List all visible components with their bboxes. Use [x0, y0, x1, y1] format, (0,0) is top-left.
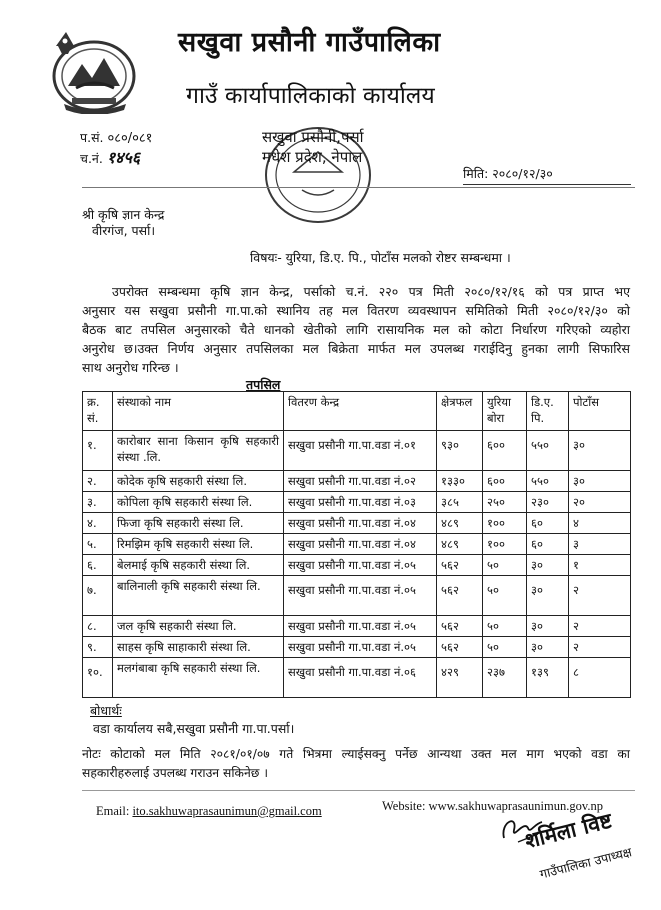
- cell-dap: ३०: [527, 555, 569, 576]
- recipient-line-2: वीरगंज, पर्सा।: [92, 223, 156, 238]
- cell-org: जल कृषि सहकारी संस्था लि.: [113, 616, 284, 637]
- letterhead-title: सखुवा प्रसौनी गाउँपालिका: [178, 27, 441, 58]
- cell-area: ४२९: [437, 658, 483, 698]
- table-header-row: [83, 392, 631, 431]
- cell-area: ५६२: [437, 555, 483, 576]
- body-line-5: साथ अनुरोध गरिन्छ ।: [82, 360, 179, 375]
- footer-divider: [82, 790, 635, 791]
- cell-sn: ८.: [83, 616, 113, 637]
- cc-label: बोधार्थः: [90, 703, 122, 718]
- cell-dap: ३०: [527, 616, 569, 637]
- table-row: [83, 471, 631, 492]
- cell-potash: २: [569, 637, 631, 658]
- cell-urea: ५०: [483, 555, 527, 576]
- cell-potash: ३०: [569, 431, 631, 471]
- subject-line: विषयः- युरिया, डि.ए. पि., पोटाँस मलको रोष्टर सम्बन्धमा ।: [250, 250, 511, 265]
- reference-cn: [80, 146, 140, 168]
- cell-potash: १: [569, 555, 631, 576]
- cell-sn: १.: [83, 431, 113, 471]
- cell-potash: २०: [569, 492, 631, 513]
- body-line-2: अनुसार यस सखुवा प्रसौनी गा.पा.को स्थानिय तह मल वितरण व्यवस्थापन समितिको मिती २०८०/१२/३० को: [82, 303, 630, 318]
- cell-center: सखुवा प्रसौनी गा.पा.वडा नं.०४: [284, 513, 437, 534]
- cell-center: सखुवा प्रसौनी गा.पा.वडा नं.०५: [284, 616, 437, 637]
- cell-area: ३८५: [437, 492, 483, 513]
- cn-value: १४५६: [106, 148, 141, 167]
- reference-ps: [80, 128, 152, 146]
- cell-urea: १००: [483, 513, 527, 534]
- cell-sn: ९.: [83, 637, 113, 658]
- cell-area: १३३०: [437, 471, 483, 492]
- cell-urea: २५०: [483, 492, 527, 513]
- address-line-1: सखुवा प्रसौनी,पर्सा: [262, 128, 364, 146]
- header-urea: युरिया बोरा: [483, 392, 527, 431]
- cell-org: साहस कृषि साहाकारी संस्था लि.: [113, 637, 284, 658]
- cell-sn: ३.: [83, 492, 113, 513]
- cell-urea: २३७: [483, 658, 527, 698]
- cell-org: फिजा कृषि सहकारी संस्था लि.: [113, 513, 284, 534]
- cell-org: मलगंबाबा कृषि सहकारी संस्था लि.: [113, 658, 284, 698]
- signer-title: गाउँपालिका उपाध्यक्ष: [538, 844, 634, 882]
- recipient-line-1: श्री कृषि ज्ञान केन्द्र: [82, 207, 165, 222]
- cell-sn: २.: [83, 471, 113, 492]
- ps-label: प.सं.: [80, 130, 104, 145]
- header-org: संस्थाको नाम: [113, 392, 284, 431]
- cell-area: ९३०: [437, 431, 483, 471]
- email-link[interactable]: ito.sakhuwaprasaunimun@gmail.com: [132, 804, 322, 818]
- ps-value: ०८०/०८१: [107, 131, 153, 146]
- signer-name: शर्मिला विष्ट: [522, 808, 615, 854]
- cell-urea: १००: [483, 534, 527, 555]
- cell-org: बेलमाई कृषि सहकारी संस्था लि.: [113, 555, 284, 576]
- footer-email: [96, 804, 322, 819]
- date-field: [463, 165, 631, 185]
- cell-dap: ६०: [527, 513, 569, 534]
- cell-urea: ६००: [483, 471, 527, 492]
- cell-urea: ५०: [483, 616, 527, 637]
- cell-center: सखुवा प्रसौनी गा.पा.वडा नं.०६: [284, 658, 437, 698]
- header-sn: क्र. सं.: [83, 392, 113, 431]
- cell-potash: २: [569, 616, 631, 637]
- header-dap: डि.ए. पि.: [527, 392, 569, 431]
- cell-dap: २३०: [527, 492, 569, 513]
- cell-center: सखुवा प्रसौनी गा.पा.वडा नं.०४: [284, 534, 437, 555]
- cell-area: ५६२: [437, 616, 483, 637]
- cell-sn: ५.: [83, 534, 113, 555]
- cell-center: सखुवा प्रसौनी गा.पा.वडा नं.०५: [284, 576, 437, 616]
- cell-sn: १०.: [83, 658, 113, 698]
- cell-org: कारोबार साना किसान कृषि सहकारी संस्था .लि.: [113, 431, 284, 471]
- cell-potash: ३०: [569, 471, 631, 492]
- cell-sn: ६.: [83, 555, 113, 576]
- cell-org: रिमझिम कृषि सहकारी संस्था लि.: [113, 534, 284, 555]
- header-divider: [82, 187, 635, 188]
- cell-sn: ७.: [83, 576, 113, 616]
- cell-center: सखुवा प्रसौनी गा.पा.वडा नं.०१: [284, 431, 437, 471]
- cell-potash: २: [569, 576, 631, 616]
- date-value: २०८०/१२/३०: [492, 166, 553, 181]
- cell-dap: ३०: [527, 637, 569, 658]
- cell-org: कोदेक कृषि सहकारी संस्था लि.: [113, 471, 284, 492]
- cell-center: सखुवा प्रसौनी गा.पा.वडा नं.०५: [284, 637, 437, 658]
- cell-dap: ५५०: [527, 431, 569, 471]
- table-row: [83, 492, 631, 513]
- cc-line: वडा कार्यालय सबै,सखुवा प्रसौनी गा.पा.पर्सा।: [93, 721, 295, 736]
- email-label: Email:: [96, 804, 130, 818]
- footer-website: Website: www.sakhuwaprasaunimun.gov.np: [382, 799, 603, 813]
- cell-potash: ४: [569, 513, 631, 534]
- table-row: [83, 637, 631, 658]
- cell-area: ५६२: [437, 637, 483, 658]
- cell-urea: ५०: [483, 576, 527, 616]
- cell-org: बालिनाली कृषि सहकारी संस्था लि.: [113, 576, 284, 616]
- table-row: [83, 534, 631, 555]
- cn-label: च.नं.: [80, 151, 103, 166]
- body-line-4: अनुरोध छ।उक्त निर्णय अनुसार तपसिलका मल बिक्रेता मार्फत मल उपलब्ध गराईदिनु हुनका लागी सिफारिस: [82, 341, 630, 356]
- cell-urea: ५०: [483, 637, 527, 658]
- header-potash: पोटाँस: [569, 392, 631, 431]
- cell-dap: ३०: [527, 576, 569, 616]
- table-row: [83, 431, 631, 471]
- cell-area: ५६२: [437, 576, 483, 616]
- cell-center: सखुवा प्रसौनी गा.पा.वडा नं.०५: [284, 555, 437, 576]
- cell-potash: ८: [569, 658, 631, 698]
- header-center: वितरण केन्द्र: [284, 392, 437, 431]
- cell-area: ४८९: [437, 534, 483, 555]
- table-row: [83, 658, 631, 698]
- distribution-table: [82, 391, 631, 698]
- cell-dap: १३९: [527, 658, 569, 698]
- date-label: मिति:: [463, 166, 489, 181]
- table-row: [83, 555, 631, 576]
- note-line-1: नोटः कोटाको मल मिति २०८१/०१/०७ गते भित्रमा ल्याईसक्नु पर्नेछ आन्यथा उक्त मल माग भएको वडा का: [82, 747, 630, 761]
- cell-center: सखुवा प्रसौनी गा.पा.वडा नं.०२: [284, 471, 437, 492]
- table-row: [83, 576, 631, 616]
- cell-area: ४८९: [437, 513, 483, 534]
- cell-center: सखुवा प्रसौनी गा.पा.वडा नं.०३: [284, 492, 437, 513]
- letterhead-subtitle: गाउँ कार्यापालिकाको कार्यालय: [186, 83, 435, 109]
- cell-dap: ५५०: [527, 471, 569, 492]
- note-line-2: सहकारीहरुलाई उपलब्ध गराउन सकिनेछ ।: [82, 766, 268, 780]
- cell-urea: ६००: [483, 431, 527, 471]
- table-row: [83, 616, 631, 637]
- header-area: क्षेत्रफल: [437, 392, 483, 431]
- cell-org: कोपिला कृषि सहकारी संस्था लि.: [113, 492, 284, 513]
- cell-sn: ४.: [83, 513, 113, 534]
- cell-potash: ३: [569, 534, 631, 555]
- address-line-2: मधेश प्रदेश, नेपाल: [262, 148, 363, 166]
- table-caption: तपसिल: [246, 377, 281, 392]
- cell-dap: ६०: [527, 534, 569, 555]
- table-row: [83, 513, 631, 534]
- nepal-emblem-icon: [48, 28, 140, 114]
- body-line-3: बैठक बाट तपसिल अनुसारको चैते धानको खेतीको लागि रासायनिक मल को कोटा निर्धारण गरिएको व्यहोरा: [82, 322, 630, 337]
- body-line-1: उपरोक्त सम्बन्धमा कृषि ज्ञान केन्द्र, पर्साको च.नं. २२० पत्र मिती २०८०/१२/१६ को पत्र प्राप्त भए: [112, 284, 630, 299]
